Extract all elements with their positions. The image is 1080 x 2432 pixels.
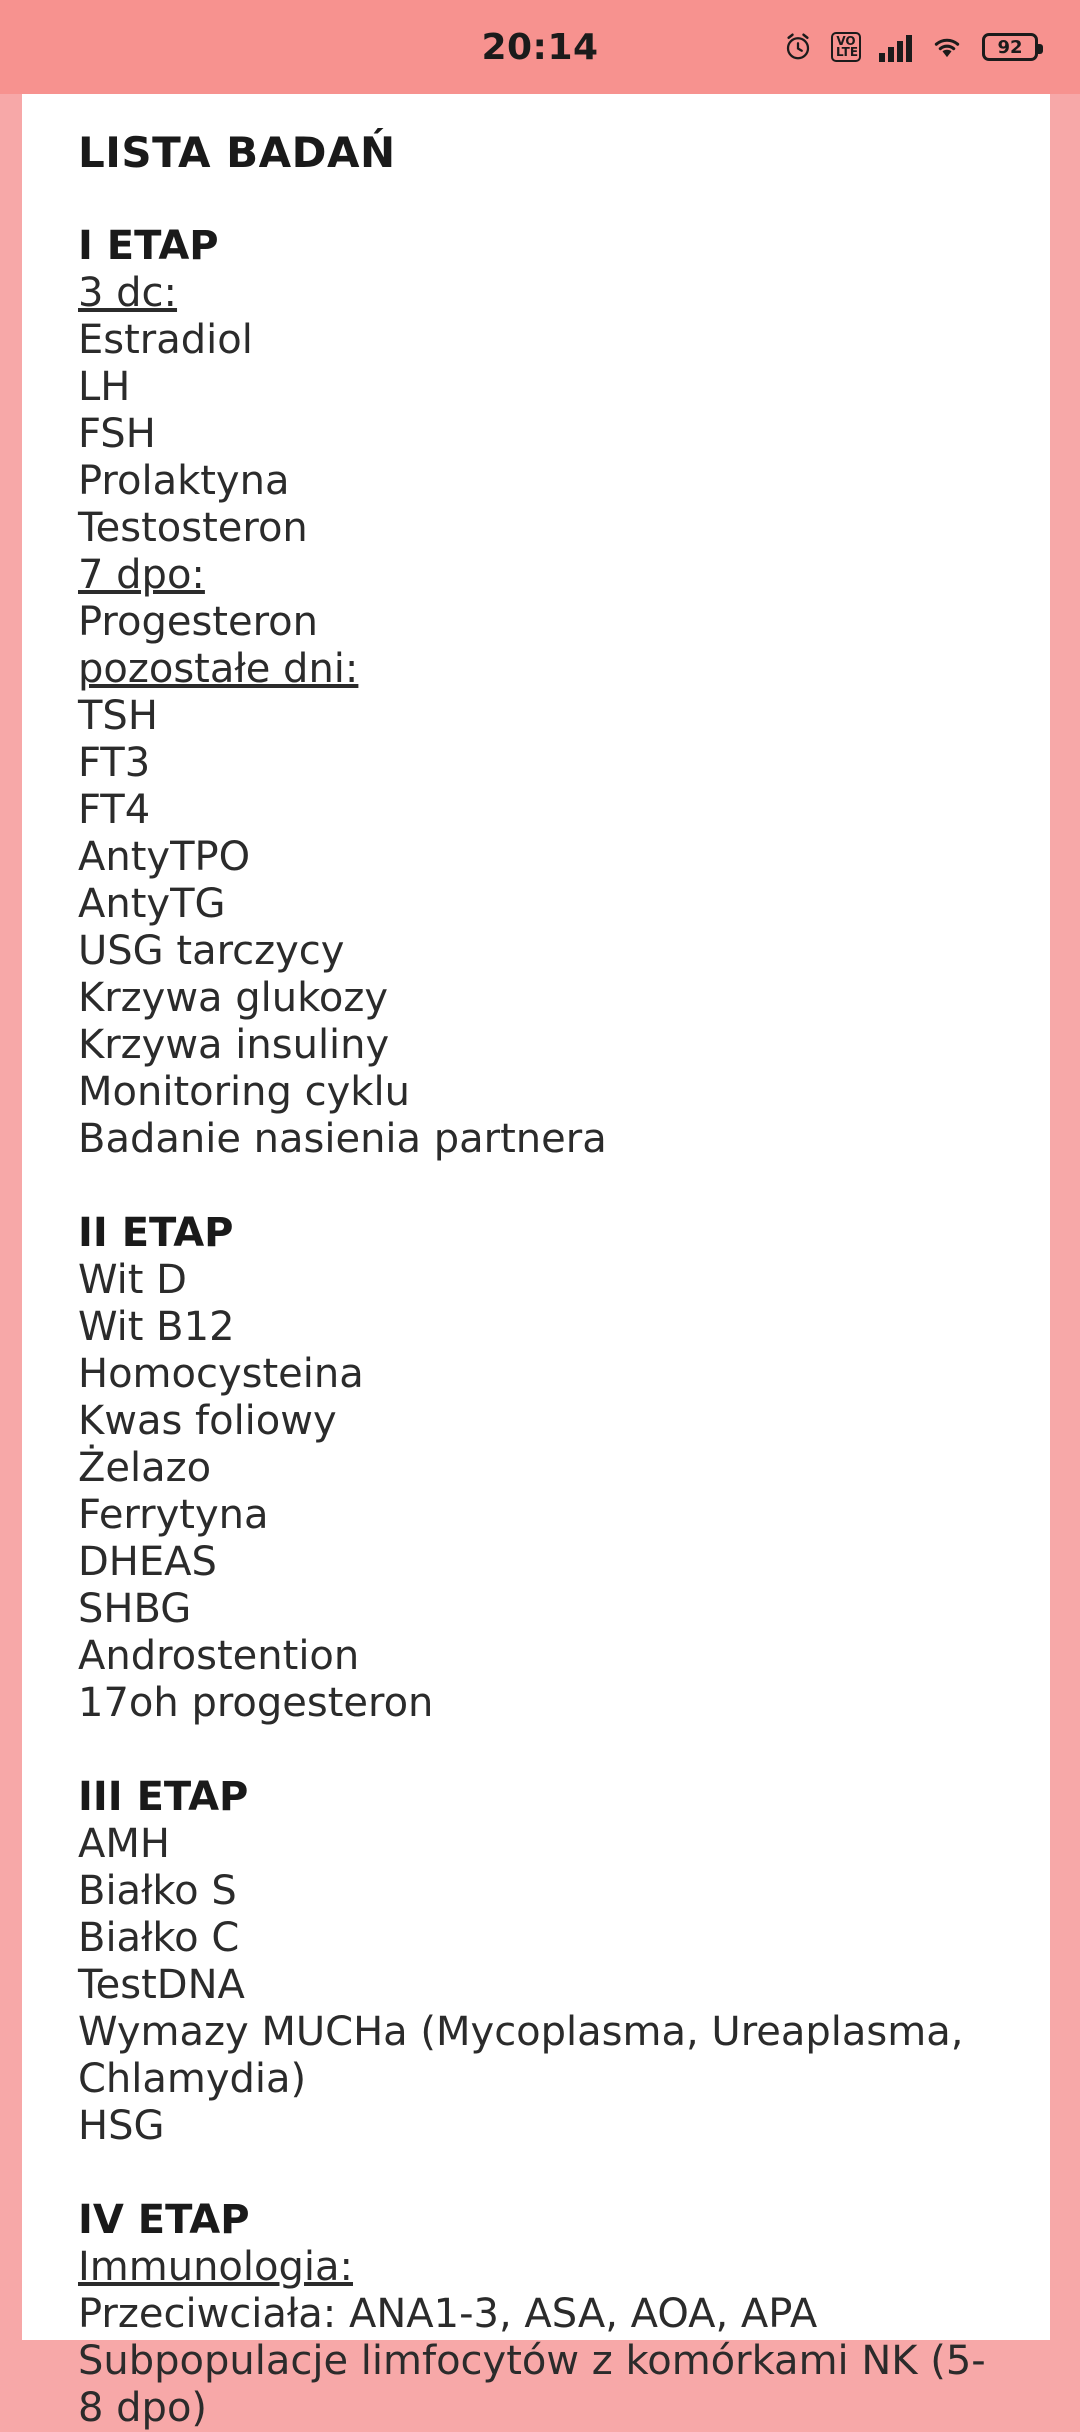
section-heading: I ETAP bbox=[78, 223, 219, 269]
document-body bbox=[78, 223, 994, 2432]
list-item: AntyTG bbox=[78, 881, 226, 927]
signal-icon bbox=[879, 32, 912, 62]
list-item: Żelazo bbox=[78, 1445, 212, 1491]
wifi-icon bbox=[930, 33, 964, 61]
sub-heading: pozostałe dni: bbox=[78, 646, 359, 692]
sub-heading: 7 dpo: bbox=[78, 552, 205, 598]
battery-icon bbox=[982, 33, 1038, 61]
alarm-icon bbox=[783, 32, 813, 62]
section-heading: III ETAP bbox=[78, 1774, 249, 1820]
volte-label-bottom: LTE bbox=[836, 45, 859, 59]
list-item: USG tarczycy bbox=[78, 928, 345, 974]
spacer bbox=[78, 1163, 994, 1210]
list-item: 17oh progesteron bbox=[78, 1680, 434, 1726]
list-item: Wit B12 bbox=[78, 1304, 235, 1350]
list-item: TSH bbox=[78, 693, 158, 739]
list-item: Subpopulacje limfocytów z komórkami NK (5-8 dpo) bbox=[78, 2338, 986, 2431]
list-item: Estradiol bbox=[78, 317, 253, 363]
list-item: Prolaktyna bbox=[78, 458, 290, 504]
list-item: Białko C bbox=[78, 1915, 240, 1961]
list-item: Homocysteina bbox=[78, 1351, 364, 1397]
list-item: Badanie nasienia partnera bbox=[78, 1116, 607, 1162]
list-item: Wit D bbox=[78, 1257, 187, 1303]
list-item: AntyTPO bbox=[78, 834, 251, 880]
list-item: Androstention bbox=[78, 1633, 360, 1679]
list-item: SHBG bbox=[78, 1586, 192, 1632]
list-item: FT4 bbox=[78, 787, 151, 833]
list-item: Monitoring cyklu bbox=[78, 1069, 410, 1115]
list-item: LH bbox=[78, 364, 131, 410]
list-item: TestDNA bbox=[78, 1962, 245, 2008]
list-item: DHEAS bbox=[78, 1539, 217, 1585]
volte-label-top: VO bbox=[836, 34, 856, 48]
list-item: Przeciwciała: ANA1-3, ASA, AOA, APA bbox=[78, 2291, 818, 2337]
status-clock: 20:14 bbox=[481, 26, 599, 68]
list-item: Progesteron bbox=[78, 599, 318, 645]
page-title: LISTA BADAŃ bbox=[78, 128, 396, 177]
list-item: Białko S bbox=[78, 1868, 237, 1914]
status-bar bbox=[0, 0, 1080, 94]
sub-heading: Immunologia: bbox=[78, 2244, 353, 2290]
battery-level: 92 bbox=[997, 36, 1023, 58]
list-item: FSH bbox=[78, 411, 156, 457]
list-item: Wymazy MUCHa (Mycoplasma, Ureaplasma, Chlamydia) bbox=[78, 2009, 977, 2102]
spacer bbox=[78, 2150, 994, 2197]
section-heading: II ETAP bbox=[78, 1210, 234, 1256]
list-item: Krzywa insuliny bbox=[78, 1022, 390, 1068]
list-item: Ferrytyna bbox=[78, 1492, 269, 1538]
document-page[interactable] bbox=[22, 94, 1050, 2431]
spacer bbox=[78, 1727, 994, 1774]
section-heading: IV ETAP bbox=[78, 2197, 250, 2243]
list-item: Testosteron bbox=[78, 505, 308, 551]
list-item: Krzywa glukozy bbox=[78, 975, 389, 1021]
list-item: AMH bbox=[78, 1821, 170, 1867]
list-item: FT3 bbox=[78, 740, 151, 786]
list-item: Kwas foliowy bbox=[78, 1398, 337, 1444]
status-icons bbox=[783, 32, 1038, 62]
sub-heading: 3 dc: bbox=[78, 270, 178, 316]
volte-icon bbox=[831, 32, 861, 62]
list-item: HSG bbox=[78, 2103, 165, 2149]
